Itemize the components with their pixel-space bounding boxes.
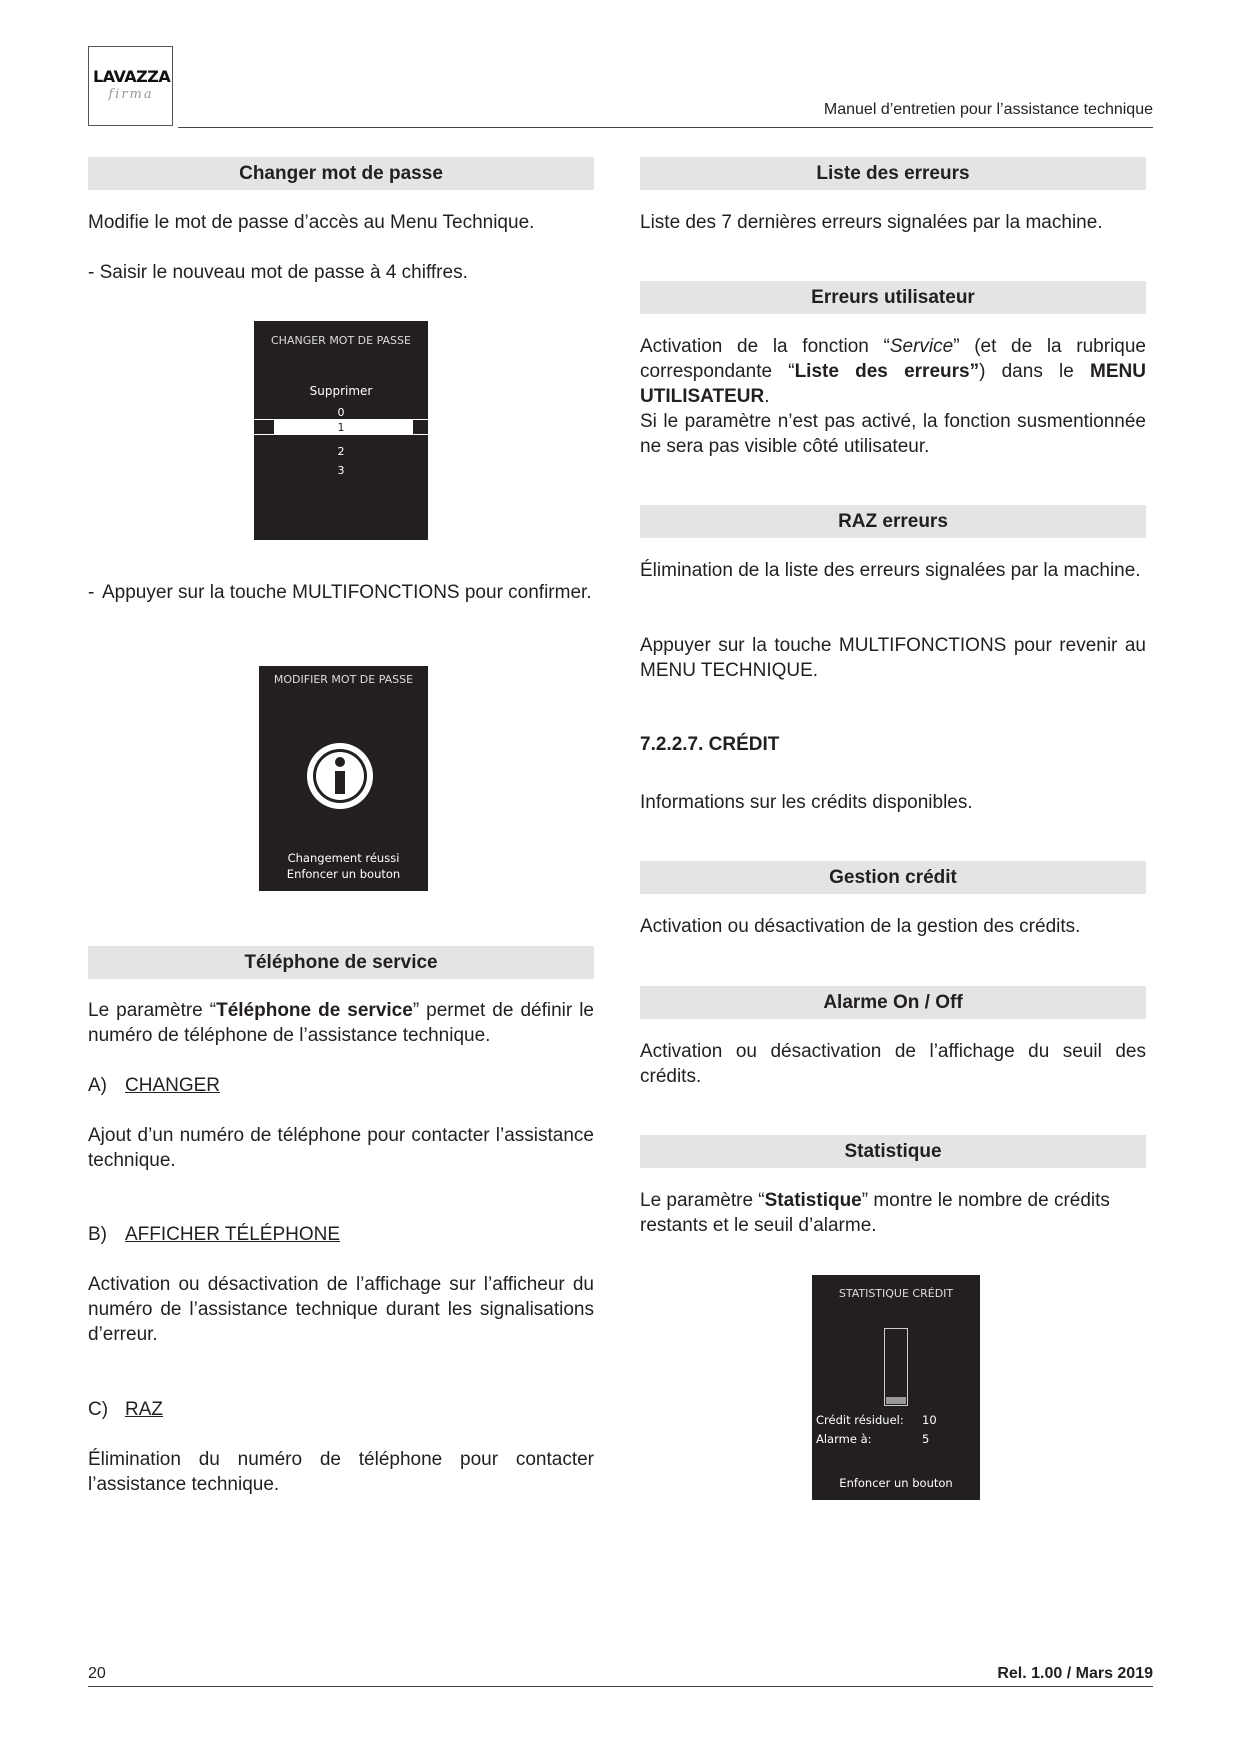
logo-sub: firma xyxy=(108,87,154,102)
screen-changer-mot-de-passe xyxy=(254,321,428,540)
section-alarme-on-off: Alarme On / Off xyxy=(640,986,1146,1019)
release-info: Rel. 1.00 / Mars 2019 xyxy=(997,1665,1153,1682)
paragraph: Si le paramètre n’est pas activé, la fonction susmentionnée ne sera pas visible côté utilisateur. xyxy=(640,411,1146,457)
screen-modifier-mot-de-passe xyxy=(259,666,428,891)
section-telephone-de-service: Téléphone de service xyxy=(88,946,594,979)
section-statistique: Statistique xyxy=(640,1135,1146,1168)
header-title: Manuel d’entretien pour l’assistance technique xyxy=(823,101,1153,118)
digit-item-selected: 1 xyxy=(337,421,345,434)
credit-gauge xyxy=(884,1328,908,1406)
screen-label: Supprimer xyxy=(309,384,373,398)
lavazza-logo xyxy=(88,46,173,126)
paragraph: Activation de la fonction “Service” (et de la rubrique correspondante “Liste des erreurs”) dans le MENU UTILISATEUR. xyxy=(640,336,1146,407)
screen-title: CHANGER MOT DE PASSE xyxy=(271,334,411,347)
header-divider xyxy=(178,127,1153,128)
item-label: C) xyxy=(88,1399,109,1420)
item-label: A) xyxy=(88,1075,107,1096)
section-erreurs-utilisateur: Erreurs utilisateur xyxy=(640,281,1146,314)
bullet-dash: - xyxy=(88,582,95,603)
item-label: B) xyxy=(88,1224,107,1245)
paragraph: Appuyer sur la touche MULTIFONCTIONS pour confirmer. xyxy=(102,582,592,603)
footer-divider xyxy=(88,1686,1153,1687)
section-gestion-credit: Gestion crédit xyxy=(640,861,1146,894)
paragraph: Ajout d’un numéro de téléphone pour contacter l’assistance technique. xyxy=(88,1125,594,1171)
paragraph: Activation ou désactivation de la gestion des crédits. xyxy=(640,916,1081,937)
paragraph: Informations sur les crédits disponibles. xyxy=(640,792,973,813)
screen-statistique-credit xyxy=(812,1275,980,1500)
alarm-value: 5 xyxy=(922,1432,930,1446)
heading-credit: 7.2.2.7. CRÉDIT xyxy=(640,734,780,755)
screen-title: MODIFIER MOT DE PASSE xyxy=(273,673,414,686)
paragraph: Appuyer sur la touche MULTIFONCTIONS pour revenir au MENU TECHNIQUE. xyxy=(640,635,1146,681)
paragraph: Activation ou désactivation de l’affichage sur l’afficheur du numéro de l’assistance technique durant les signalisations d’erreur. xyxy=(88,1274,594,1345)
digit-item: 0 xyxy=(337,406,345,419)
section-raz-erreurs: RAZ erreurs xyxy=(640,505,1146,538)
paragraph: Élimination de la liste des erreurs signalées par la machine. xyxy=(640,560,1141,581)
logo-brand: LAVAZZA xyxy=(93,67,171,86)
paragraph: Liste des 7 dernières erreurs signalées par la machine. xyxy=(640,212,1103,233)
screen-message: Changement réussi xyxy=(287,851,400,865)
digit-item: 2 xyxy=(337,445,345,458)
section-liste-des-erreurs: Liste des erreurs xyxy=(640,157,1146,190)
digit-item: 3 xyxy=(337,464,345,477)
screen-footer: Enfoncer un bouton xyxy=(839,1476,953,1490)
screen-message: Enfoncer un bouton xyxy=(286,867,401,881)
paragraph: - Saisir le nouveau mot de passe à 4 chiffres. xyxy=(88,262,468,283)
screen-title: STATISTIQUE CRÉDIT xyxy=(838,1287,954,1300)
paragraph: Modifie le mot de passe d’accès au Menu Technique. xyxy=(88,212,535,233)
section-changer-mot-de-passe: Changer mot de passe xyxy=(88,157,594,190)
credit-residual-label: Crédit résiduel: xyxy=(816,1413,904,1427)
paragraph: Activation ou désactivation de l’affichage du seuil des crédits. xyxy=(640,1041,1146,1087)
paragraph: Le paramètre “Statistique” montre le nombre de crédits restants et le seuil d’alarme. xyxy=(640,1190,1110,1236)
info-icon xyxy=(305,741,375,811)
paragraph: Le paramètre “Téléphone de service” permet de définir le numéro de téléphone de l’assistance technique. xyxy=(88,1000,594,1046)
item-title: RAZ xyxy=(125,1399,163,1420)
paragraph: Élimination du numéro de téléphone pour contacter l’assistance technique. xyxy=(88,1449,594,1495)
credit-gauge-fill xyxy=(886,1397,906,1404)
alarm-label: Alarme à: xyxy=(816,1432,872,1446)
page-number: 20 xyxy=(88,1665,106,1682)
credit-residual-value: 10 xyxy=(922,1413,937,1427)
item-title: AFFICHER TÉLÉPHONE xyxy=(125,1224,341,1245)
item-title: CHANGER xyxy=(125,1075,221,1096)
